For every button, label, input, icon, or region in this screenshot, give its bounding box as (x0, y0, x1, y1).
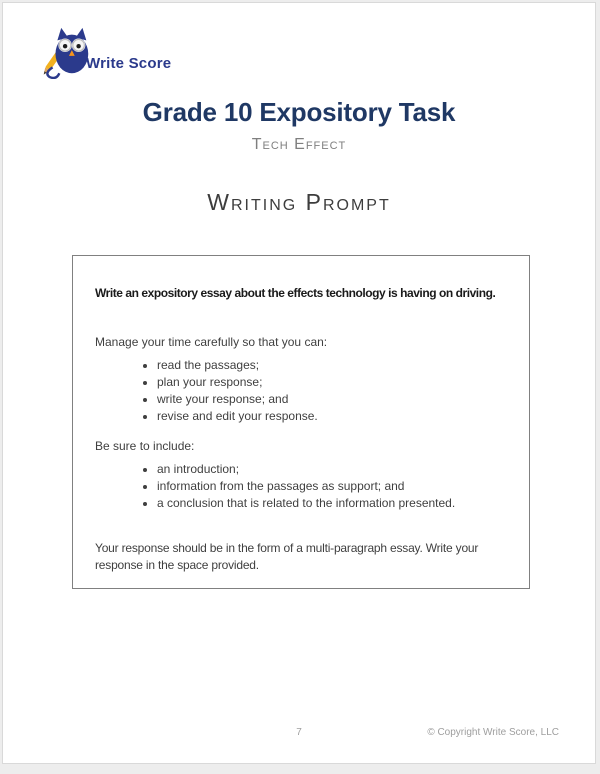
page-title: Grade 10 Expository Task (142, 97, 456, 127)
owl-tail-swirl (47, 67, 59, 78)
page-footer (3, 727, 595, 741)
page-subtitle: Tech Effect (251, 136, 347, 153)
copyright-notice: © Copyright Write Score, LLC (427, 727, 559, 738)
time-management-intro: Manage your time carefully so that you can: (95, 335, 328, 349)
write-score-logo (41, 25, 171, 79)
list-item: • an introduction; (157, 461, 509, 478)
owl-pupil-left (63, 44, 67, 48)
list-item: • a conclusion that is related to the information presented. (157, 495, 509, 512)
include-list (95, 461, 509, 512)
include-intro: Be sure to include: (95, 439, 195, 453)
list-item: • write your response; and (157, 391, 509, 408)
brand-name: Write Score (86, 55, 172, 72)
prompt-statement: Write an expository essay about the effects technology is having on driving. (95, 286, 496, 300)
time-management-list (95, 357, 509, 425)
list-item: • revise and edit your response. (157, 408, 509, 425)
page-number: 7 (296, 727, 302, 738)
list-item: • read the passages; (157, 357, 509, 374)
list-item: • information from the passages as support; and (157, 478, 509, 495)
owl-pupil-right (76, 44, 80, 48)
writing-prompt-heading: Writing Prompt (207, 189, 391, 215)
prompt-box (72, 255, 530, 589)
closing-instructions: Your response should be in the form of a multi-paragraph essay. Write your response in the space provided. (95, 541, 479, 572)
document-page (2, 2, 596, 764)
list-item: • plan your response; (157, 374, 509, 391)
